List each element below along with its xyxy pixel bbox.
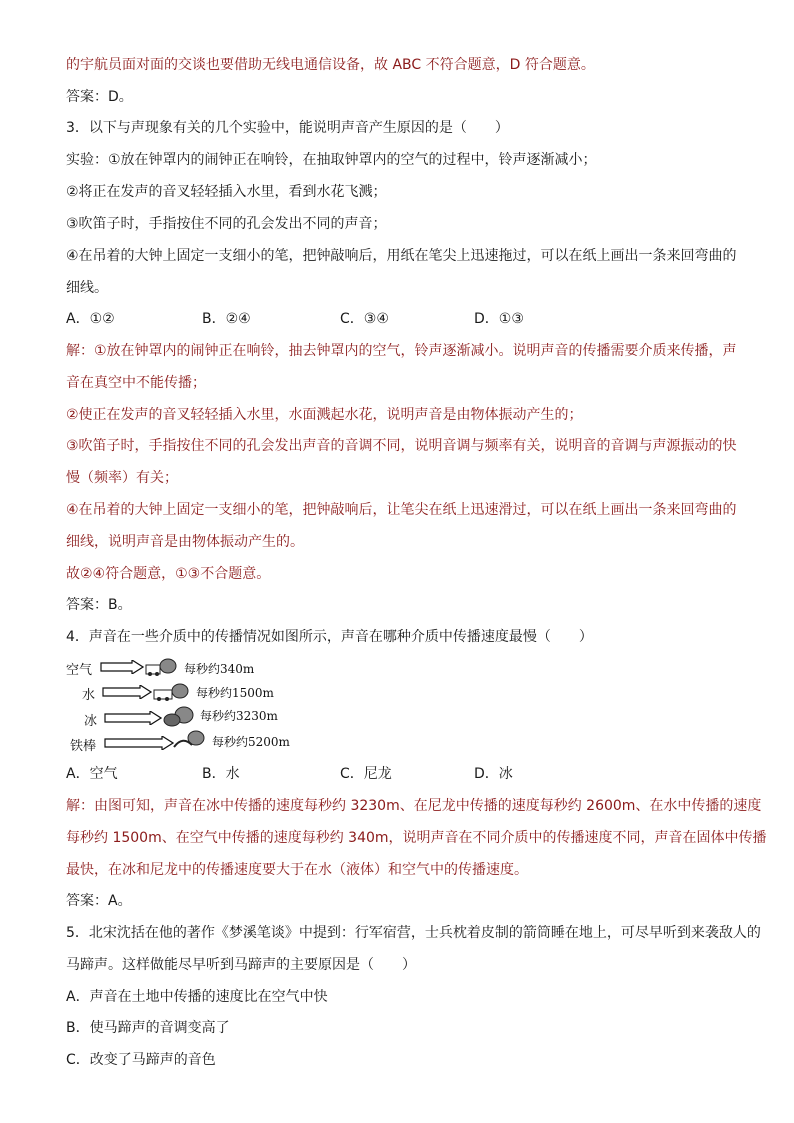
q4-option-b: B．水: [202, 766, 240, 782]
q3-option-d: D．①③: [474, 311, 524, 327]
q3-experiment-3: ③吹笛子时，手指按住不同的孔会发出不同的声音；: [66, 216, 387, 232]
q3-solution-4: ④在吊着的大钟上固定一支细小的笔，把钟敲响后，让笔尖在纸上迅速滑过，可以在纸上画出一条来回弯曲的: [66, 502, 737, 518]
prev-solution-tail: 的宇航员面对面的交谈也要借助无线电通信设备，故 ABC 不符合题意，D 符合题意。: [66, 57, 595, 73]
q3-experiment-1: 实验：①放在钟罩内的闹钟正在响铃，在抽取钟罩内的空气的过程中，铃声逐渐减小；: [66, 152, 597, 168]
figure-speed-iron-rod: 每秒约5200m: [212, 735, 290, 749]
q4-answer: 答案：A。: [66, 893, 132, 909]
figure-speed-water: 每秒约1500m: [196, 686, 274, 700]
q3-solution-3-cont: 慢（频率）有关；: [66, 470, 178, 486]
q5-option-a: A．声音在土地中传播的速度比在空气中快: [66, 989, 328, 1005]
q3-solution-3: ③吹笛子时，手指按住不同的孔会发出声音的音调不同，说明音调与频率有关，说明音的音调与声源振动的快: [66, 438, 737, 454]
q4-option-c: C．尼龙: [340, 766, 392, 782]
sound-speed-figure: [66, 655, 306, 754]
q4-solution-3: 最快，在冰和尼龙中的传播速度要大于在水（液体）和空气中的传播速度。: [66, 862, 528, 878]
arrow-icon: [102, 685, 152, 699]
arrow-icon: [104, 711, 162, 725]
q3-option-c: C．③④: [340, 311, 389, 327]
q3-option-b: B．②④: [202, 311, 251, 327]
figure-medium-water: 水: [82, 688, 96, 703]
q3-answer: 答案：B。: [66, 597, 132, 613]
figure-speed-ice: 每秒约3230m: [200, 709, 278, 723]
runner-icon: [144, 657, 180, 677]
figure-medium-air: 空气: [66, 663, 93, 678]
q4-solution-2: 每秒约 1500m、在空气中传播的速度每秒约 340m，说明声音在不同介质中的传播速度不同，声音在固体中传播: [66, 830, 767, 846]
q3-conclusion: 故②④符合题意，①③不合题意。: [66, 566, 271, 582]
q3-experiment-4-cont: 细线。: [66, 280, 108, 296]
q4-stem: 4．声音在一些介质中的传播情况如图所示，声音在哪种介质中传播速度最慢（ ）: [66, 629, 593, 645]
figure-medium-iron-rod: 铁棒: [70, 739, 97, 754]
q3-stem: 3．以下与声现象有关的几个实验中，能说明声音产生原因的是（ ）: [66, 120, 509, 136]
q3-experiment-2: ②将正在发声的音叉轻轻插入水里，看到水花飞溅；: [66, 184, 387, 200]
q3-experiment-4: ④在吊着的大钟上固定一支细小的笔，把钟敲响后，用纸在笔尖上迅速拖过，可以在纸上画出一条来回弯曲的: [66, 248, 737, 264]
q3-solution-2: ②使正在发声的音叉轻轻插入水里，水面溅起水花，说明声音是由物体振动产生的；: [66, 407, 583, 423]
q3-solution-4-cont: 细线，说明声音是由物体振动产生的。: [66, 534, 304, 550]
figure-speed-air: 每秒约340m: [184, 662, 255, 676]
q4-option-a: A．空气: [66, 766, 118, 782]
q3-option-a: A．①②: [66, 311, 115, 327]
prev-answer: 答案：D。: [66, 89, 133, 105]
q3-solution-1: 解：①放在钟罩内的闹钟正在响铃，抽去钟罩内的空气，铃声逐渐减小。说明声音的传播需要介质来传播，声: [66, 343, 737, 359]
runner-icon: [152, 681, 192, 703]
q5-option-c: C．改变了马蹄声的音色: [66, 1052, 216, 1068]
arrow-icon: [100, 660, 144, 674]
q4-solution-1: 解：由图可知，声音在冰中传播的速度每秒约 3230m、在尼龙中传播的速度每秒约 2600m、在水中传播的速度: [66, 798, 762, 814]
figure-medium-ice: 冰: [84, 714, 98, 729]
arrow-icon: [104, 736, 174, 750]
q5-option-b: B．使马蹄声的音调变高了: [66, 1020, 230, 1036]
q3-solution-1-cont: 音在真空中不能传播；: [66, 375, 206, 391]
runner-icon: [162, 705, 198, 729]
q4-option-d: D．冰: [474, 766, 513, 782]
runner-icon: [172, 729, 208, 751]
q5-stem: 5．北宋沈括在他的著作《梦溪笔谈》中提到：行军宿营，士兵枕着皮制的箭筒睡在地上，可尽早听到来袭敌人的: [66, 925, 761, 941]
q5-stem-cont: 马蹄声。这样做能尽早听到马蹄声的主要原因是（ ）: [66, 957, 416, 973]
